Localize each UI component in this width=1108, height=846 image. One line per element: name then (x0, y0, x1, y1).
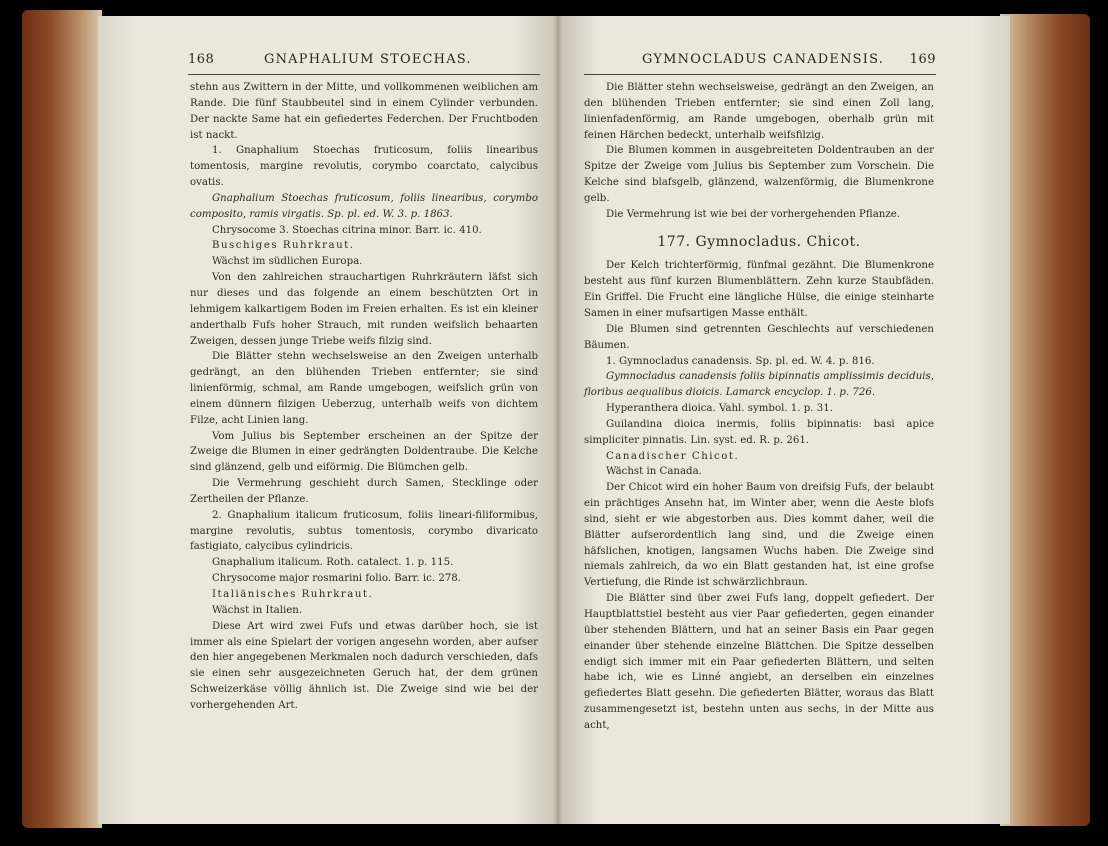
synonym-line: Gnaphalium italicum. Roth. catalect. 1. p. 115. (212, 557, 454, 569)
left-header-rule (188, 74, 540, 75)
synonym-line: Hyperanthera dioica. Vahl. symbol. 1. p. 31. (606, 403, 833, 415)
synonym-line: Chrysocome 3. Stoechas citrina minor. Barr. ic. 410. (212, 224, 482, 236)
right-running-title: GYMNOCLADUS CANADENSIS. (642, 52, 885, 67)
left-page-edges (22, 10, 102, 828)
left-running-title: GNAPHALIUM STOECHAS. (264, 52, 472, 67)
habitat-line: Wächst im südlichen Europa. (212, 256, 363, 268)
species-heading: 1. Gnaphalium Stoechas fruticosum, foliis linearibus tomentosis, margine revolutis, corymbo coarctato, calycibus ovatis. (190, 145, 538, 189)
right-page-text (584, 80, 934, 734)
habitat-line: Wächst in Italien. (212, 604, 303, 616)
left-page-number: 168 (188, 52, 215, 67)
paragraph: Die Blätter sind über zwei Fufs lang, doppelt gefiedert. Der Hauptblattstiel besteht aus vier Paar gefiederten, gegen einander über stehenden Blättern, und hat an seiner Basis ein Paar gegen einander über stehende einzelne Blättchen. Die Spitze desselben endigt sich immer mit ein Paar gefiederten Blättern, und selten habe ich, wie es Linné angiebt, an derselben ein einzelnes gefiedertes Blatt gesehn. Die gefiederten Blätter, woraus das Blatt zusammengesetzt ist, bestehn unten aus sechs, in der Mitte aus acht, (584, 593, 934, 731)
common-name: Buschiges Ruhrkraut. (212, 240, 355, 252)
common-name: Italiänisches Ruhrkraut. (212, 589, 374, 600)
paragraph: Die Blumen sind getrennten Geschlechts auf verschiedenen Bäumen. (584, 323, 934, 351)
right-page-edges (1000, 14, 1090, 826)
genus-heading: 177. Gymnocladus. Chicot. (657, 233, 861, 250)
paragraph: stehn aus Zwittern in der Mitte, und vollkommenen weiblichen am Rande. Die fünf Staubbeutel sind in einem Cylinder verbunden. Der nackte Same hat ein gefiedertes Federchen. Der Fruchtboden ist nackt. (190, 82, 538, 141)
right-running-header (584, 52, 936, 74)
paragraph: Die Vermehrung ist wie bei der vorhergehenden Pflanze. (606, 208, 900, 220)
paragraph: Der Chicot wird ein hoher Baum von dreifsig Fufs, der belaubt ein prächtiges Ansehn hat, im Winter aber, wenn die Aeste blofs sind, sieht er wie abgestorben aus. Dies kommt daher, weil die Blätter aufserordentlich lang sind, und die Zweige einen häfslichen, knotigen, langsamen Wuchs haben. Die Zweige sind niemals zahlreich, da wo ein Blatt gestanden hat, ist eine grofse Vertiefung, die Rinde ist schwärzlichbraun. (584, 482, 934, 589)
synonym-line: Chrysocome major rosmarini folio. Barr. ic. 278. (212, 573, 462, 585)
species-heading: 2. Gnaphalium italicum fruticosum, foliis lineari-filiformibus, margine revolutis, subtus tomentosis, corymbo divaricato fastigiato, calycibus cylindricis. (190, 509, 538, 553)
paragraph: Diese Art wird zwei Fufs und etwas darüber hoch, sie ist immer als eine Spielart der vorigen angesehn worden, aber aufser den hier angegebenen Merkmalen noch dadurch verschieden, dafs sie einen sehr ausgezeichneten Geruch hat, der dem grünen Schweizerkäse völlig ähnlich ist. Die Zweige sind wie bei der vorhergehenden Art. (190, 620, 538, 711)
left-running-header (188, 52, 540, 74)
paragraph: Die Blätter stehn wechselsweise, gedrängt an den Zweigen, an den blühenden Trieben entfernter; sie sind einen Zoll lang, linienfadenförmig, am Rande umgebogen, oberhalb grün mit feinen Härchen bedeckt, unterhalb weifsfilzig. (584, 82, 934, 141)
synonym-line: Guilandina dioica inermis, foliis bipinnatis: basi apice simpliciter pinnatis. Lin. syst. ed. R. p. 261. (584, 418, 934, 446)
paragraph: Von den zahlreichen strauchartigen Ruhrkräutern läfst sich nur dieses und das folgende an einem beschützten Ort in lehmigem kalkartigem Boden im Freien erhalten. Es ist ein kleiner anderthalb Fufs hoher Strauch, mit runden weifslich behaarten Zweigen, dessen junge Triebe weifs filzig sind. (190, 272, 538, 347)
habitat-line: Wächst in Canada. (606, 466, 702, 478)
species-heading: 1. Gymnocladus canadensis. Sp. pl. ed. W. 4. p. 816. (606, 355, 875, 367)
common-name: Canadischer Chicot. (606, 450, 740, 462)
synonym-line: Gnaphalium Stoechas fruticosum, foliis linearibus, corymbo composito, ramis virgatis. Sp. pl. ed. W. 3. p. 1863. (190, 192, 538, 220)
synonym-line: Gymnocladus canadensis foliis bipinnatis amplissimis deciduis, floribus aequalibus dioicis. Lamarck encyclop. 1. p. 726. (584, 371, 934, 399)
paragraph: Der Kelch trichterförmig, fünfmal gezähnt. Die Blumenkrone besteht aus fünf kurzen Blumenblättern. Zehn kurze Staubfäden. Ein Griffel. Die Frucht eine längliche Hülse, die einige steinharte Samen in einer mufsartigen Masse enthält. (584, 260, 934, 319)
left-page-text (190, 80, 538, 714)
right-header-rule (584, 74, 936, 75)
paragraph: Die Blumen kommen in ausgebreiteten Doldentrauben an der Spitze der Zweige vom Julius bis September zum Vorschein. Die Kelche sind blafsgelb, glänzend, walzenförmig, die Blumenkrone gelb. (584, 145, 934, 204)
right-page-number: 169 (909, 52, 936, 67)
paragraph: Vom Julius bis September erscheinen an der Spitze der Zweige die Blumen in einer gedrängten Doldentraube. Die Kelche sind glänzend, gelb und eiförmig. Die Blümchen gelb. (190, 430, 538, 474)
book-gutter (553, 16, 563, 824)
paragraph: Die Vermehrung geschieht durch Samen, Stecklinge oder Zertheilen der Pflanze. (190, 478, 538, 505)
paragraph: Die Blätter stehn wechselsweise an den Zweigen unterhalb gedrängt, an den blühenden Trieben entfernter; sie sind linienförmig, schmal, am Rande umgebogen, weifslich grün von einem dünnern filzigen Ueberzug, unterhalb weifs von dichtem Filze, acht Linien lang. (190, 351, 538, 426)
